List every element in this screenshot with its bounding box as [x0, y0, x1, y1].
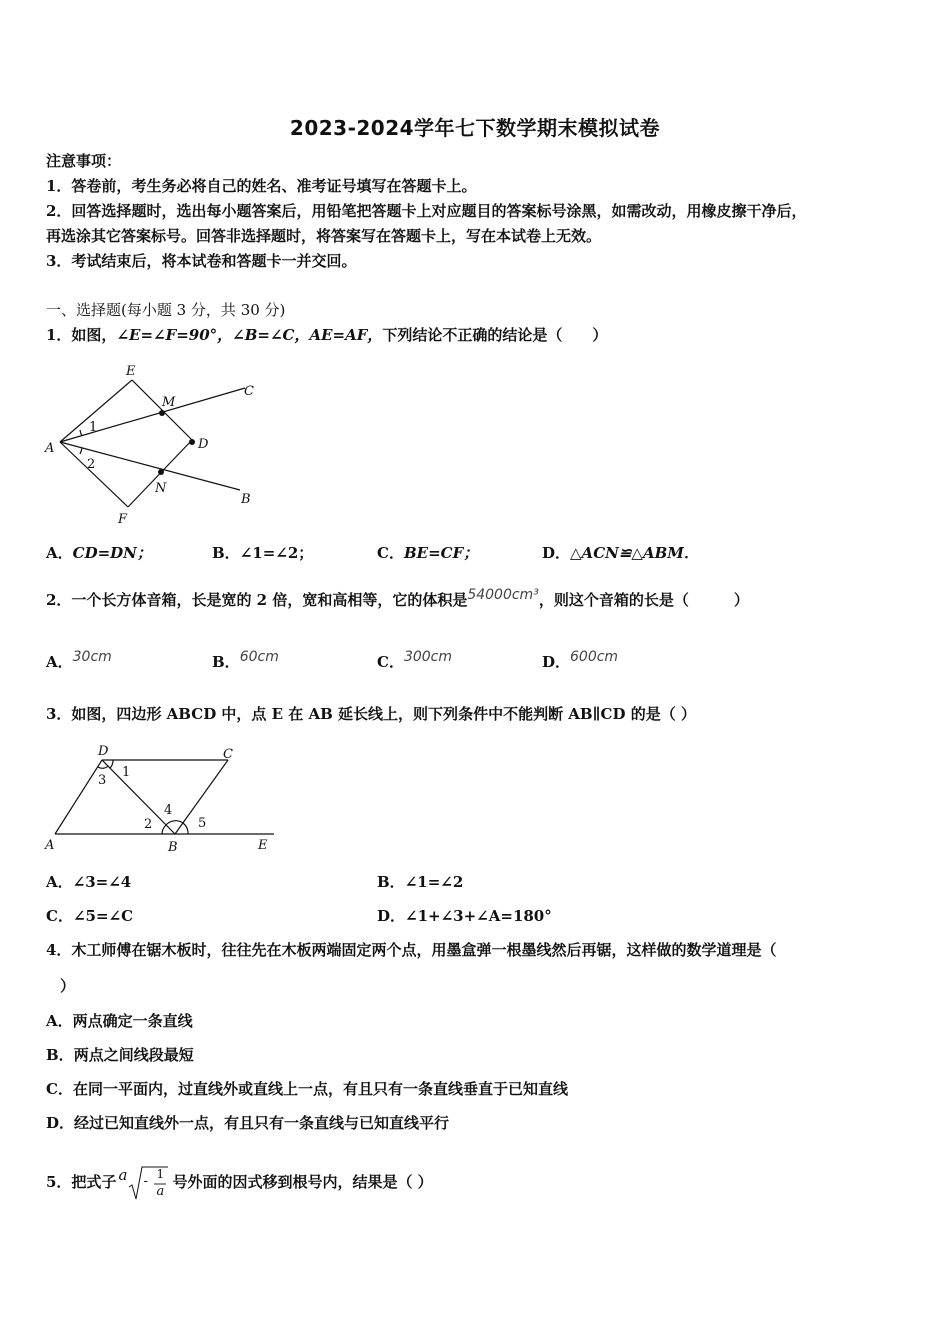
q1-label-f: F: [118, 512, 128, 527]
q2-option-d-text: 600cm: [570, 649, 619, 665]
q4-option-b-letter: B．: [46, 1046, 74, 1064]
q3-label-4: 4: [164, 803, 173, 818]
q3-option-d-letter: D．: [377, 907, 406, 925]
q3-angle-2-arc: [162, 825, 166, 834]
q2-option-c-letter: C．: [377, 653, 404, 671]
q1-line-af: [60, 442, 128, 507]
q1-option-a[interactable]: [46, 543, 152, 563]
q1-stem-math: ∠E=∠F=90°，∠B=∠C，AE=AF，: [116, 326, 383, 344]
q5-denominator: a: [156, 1184, 165, 1199]
q1-label-2: 2: [87, 457, 96, 472]
q2-option-a-text: 30cm: [72, 649, 112, 665]
q3-label-3: 3: [98, 773, 107, 788]
q1-option-c-letter: C．: [377, 544, 404, 562]
q2-option-c-text: 300cm: [403, 649, 453, 665]
q2-volume: 54000cm³: [467, 587, 539, 603]
q3-option-a[interactable]: [46, 872, 131, 892]
q3-option-a-letter: A．: [46, 873, 73, 891]
q3-label-a: A: [45, 838, 55, 853]
q1-point-d: [189, 439, 195, 445]
q3-option-c[interactable]: [46, 906, 133, 926]
q2-option-c[interactable]: [377, 649, 453, 673]
q4-option-d[interactable]: [46, 1113, 449, 1133]
q1-point-m: [159, 410, 165, 416]
q1-option-c[interactable]: [377, 543, 478, 563]
q3-label-5: 5: [198, 816, 207, 831]
q4-option-b-text: 两点之间线段最短: [73, 1046, 194, 1064]
q4-stem-cont: ）: [60, 977, 76, 995]
section-title: 一、选择题(每小题 3 分，共 30 分): [46, 301, 286, 319]
q1-label-d: D: [198, 437, 209, 452]
q4-option-a-letter: A．: [46, 1012, 73, 1030]
notice-heading: 注意事项：: [46, 152, 122, 170]
q1-point-n: [158, 469, 164, 475]
q3-option-a-text: ∠3=∠4: [72, 873, 132, 891]
q2-option-b-text: 60cm: [239, 649, 279, 665]
notice-3: 3．考试结束后，将本试卷和答题卡一并交回。: [46, 252, 357, 270]
q1-angle-1-arc: [80, 430, 82, 436]
q2-option-b-letter: B．: [212, 653, 240, 671]
q5-stem: [46, 1162, 433, 1203]
q3-label-d: D: [98, 744, 109, 759]
q3-label-e: E: [258, 838, 268, 853]
q2-stem: [46, 587, 749, 611]
notice-1: 1．答卷前，考生务必将自己的姓名、准考证号填写在答题卡上。: [46, 177, 477, 195]
q1-label-c: C: [244, 384, 254, 399]
q4-option-c-letter: C．: [46, 1080, 73, 1098]
q1-label-e: E: [126, 364, 136, 379]
q4-option-a-text: 两点确定一条直线: [72, 1012, 193, 1030]
q3-stem: 3．如图，四边形 ABCD 中，点 E 在 AB 延长线上，则下列条件中不能判断 AB∥CD 的是（ ）: [46, 705, 696, 723]
q3-angle-5-arc: [183, 823, 188, 834]
q2-option-b[interactable]: [212, 649, 279, 673]
q1-option-b-text: ∠1=∠2；: [239, 544, 314, 562]
q3-option-b[interactable]: [377, 872, 463, 892]
q1-option-d-text: △ACN≌△ABM．: [570, 544, 699, 562]
q5-radical-expression: [118, 1163, 170, 1203]
q3-option-d[interactable]: [377, 906, 552, 926]
q1-option-d[interactable]: [542, 543, 699, 563]
q3-angle-4-arc: [166, 821, 183, 825]
q3-figure: [40, 738, 280, 856]
q1-option-b[interactable]: [212, 543, 313, 563]
q3-label-2: 2: [144, 817, 153, 832]
q5-numerator: 1: [156, 1167, 165, 1181]
q1-line-ac: [60, 388, 245, 442]
q4-stem: 4．木工师傅在锯木板时，往往先在木板两端固定两个点，用墨盒弹一根墨线然后再锯，这样做的数学道理是（: [46, 941, 777, 959]
q4-option-c-text: 在同一平面内，过直线外或直线上一点，有且只有一条直线垂直于已知直线: [72, 1080, 568, 1098]
q3-option-d-text: ∠1+∠3+∠A=180°: [405, 907, 552, 925]
q5-minus: -: [143, 1174, 148, 1189]
q1-label-m: M: [162, 395, 176, 410]
q3-label-c: C: [223, 747, 233, 762]
q2-option-d[interactable]: [542, 649, 619, 673]
q1-angle-2-arc: [80, 448, 82, 454]
q3-option-b-text: ∠1=∠2: [404, 873, 464, 891]
notice-2: 2．回答选择题时，选出每小题答案后，用铅笔把答题卡上对应题目的答案标号涂黑，如需改动，用橡皮擦干净后，: [46, 202, 807, 220]
q1-label-b: B: [241, 492, 251, 507]
q1-stem-prefix: 1．如图，: [46, 326, 117, 344]
q3-label-b: B: [168, 840, 178, 855]
q4-option-d-letter: D．: [46, 1114, 75, 1132]
q1-label-1: 1: [89, 420, 98, 435]
q3-option-c-letter: C．: [46, 907, 73, 925]
q3-line-db: [102, 760, 175, 834]
q1-option-b-letter: B．: [212, 544, 240, 562]
q2-option-d-letter: D．: [542, 653, 571, 671]
q3-option-b-letter: B．: [377, 873, 405, 891]
q4-option-c[interactable]: [46, 1079, 568, 1099]
q1-stem-suffix: 下列结论不正确的结论是（ ）: [382, 326, 608, 344]
q3-angle-1-arc: [110, 760, 113, 768]
q3-option-c-text: ∠5=∠C: [72, 907, 134, 925]
q2-stem-suffix: ，则这个音箱的长是（ ）: [538, 591, 749, 609]
q3-angle-3-arc: [98, 766, 108, 768]
q1-stem: [46, 325, 607, 345]
q1-label-a: A: [45, 441, 55, 456]
q1-option-a-letter: A．: [46, 544, 73, 562]
q3-label-1: 1: [122, 765, 131, 780]
q2-option-a[interactable]: [46, 649, 112, 673]
q1-figure: [40, 360, 270, 530]
q3-line-ad: [55, 760, 102, 834]
q1-label-n: N: [155, 481, 167, 496]
q1-option-a-text: CD=DN；: [72, 544, 152, 562]
q4-option-d-text: 经过已知直线外一点，有且只有一条直线与已知直线平行: [74, 1114, 450, 1132]
q2-option-a-letter: A．: [46, 653, 73, 671]
q4-option-a[interactable]: [46, 1011, 193, 1031]
q5-coef: a: [118, 1166, 128, 1184]
page-title: 2023-2024学年七下数学期末模拟试卷: [289, 116, 661, 140]
notice-2-cont: 再选涂其它答案标号。回答非选择题时，将答案写在答题卡上，写在本试卷上无效。: [46, 227, 602, 245]
q4-option-b[interactable]: [46, 1045, 194, 1065]
q5-stem-prefix: 5．把式子: [46, 1173, 117, 1191]
q2-stem-prefix: 2．一个长方体音箱，长是宽的 2 倍，宽和高相等，它的体积是: [46, 591, 468, 609]
q1-option-d-letter: D．: [542, 544, 571, 562]
q5-stem-suffix: 号外面的因式移到根号内，结果是（ ）: [172, 1173, 433, 1191]
q1-option-c-text: BE=CF；: [403, 544, 479, 562]
